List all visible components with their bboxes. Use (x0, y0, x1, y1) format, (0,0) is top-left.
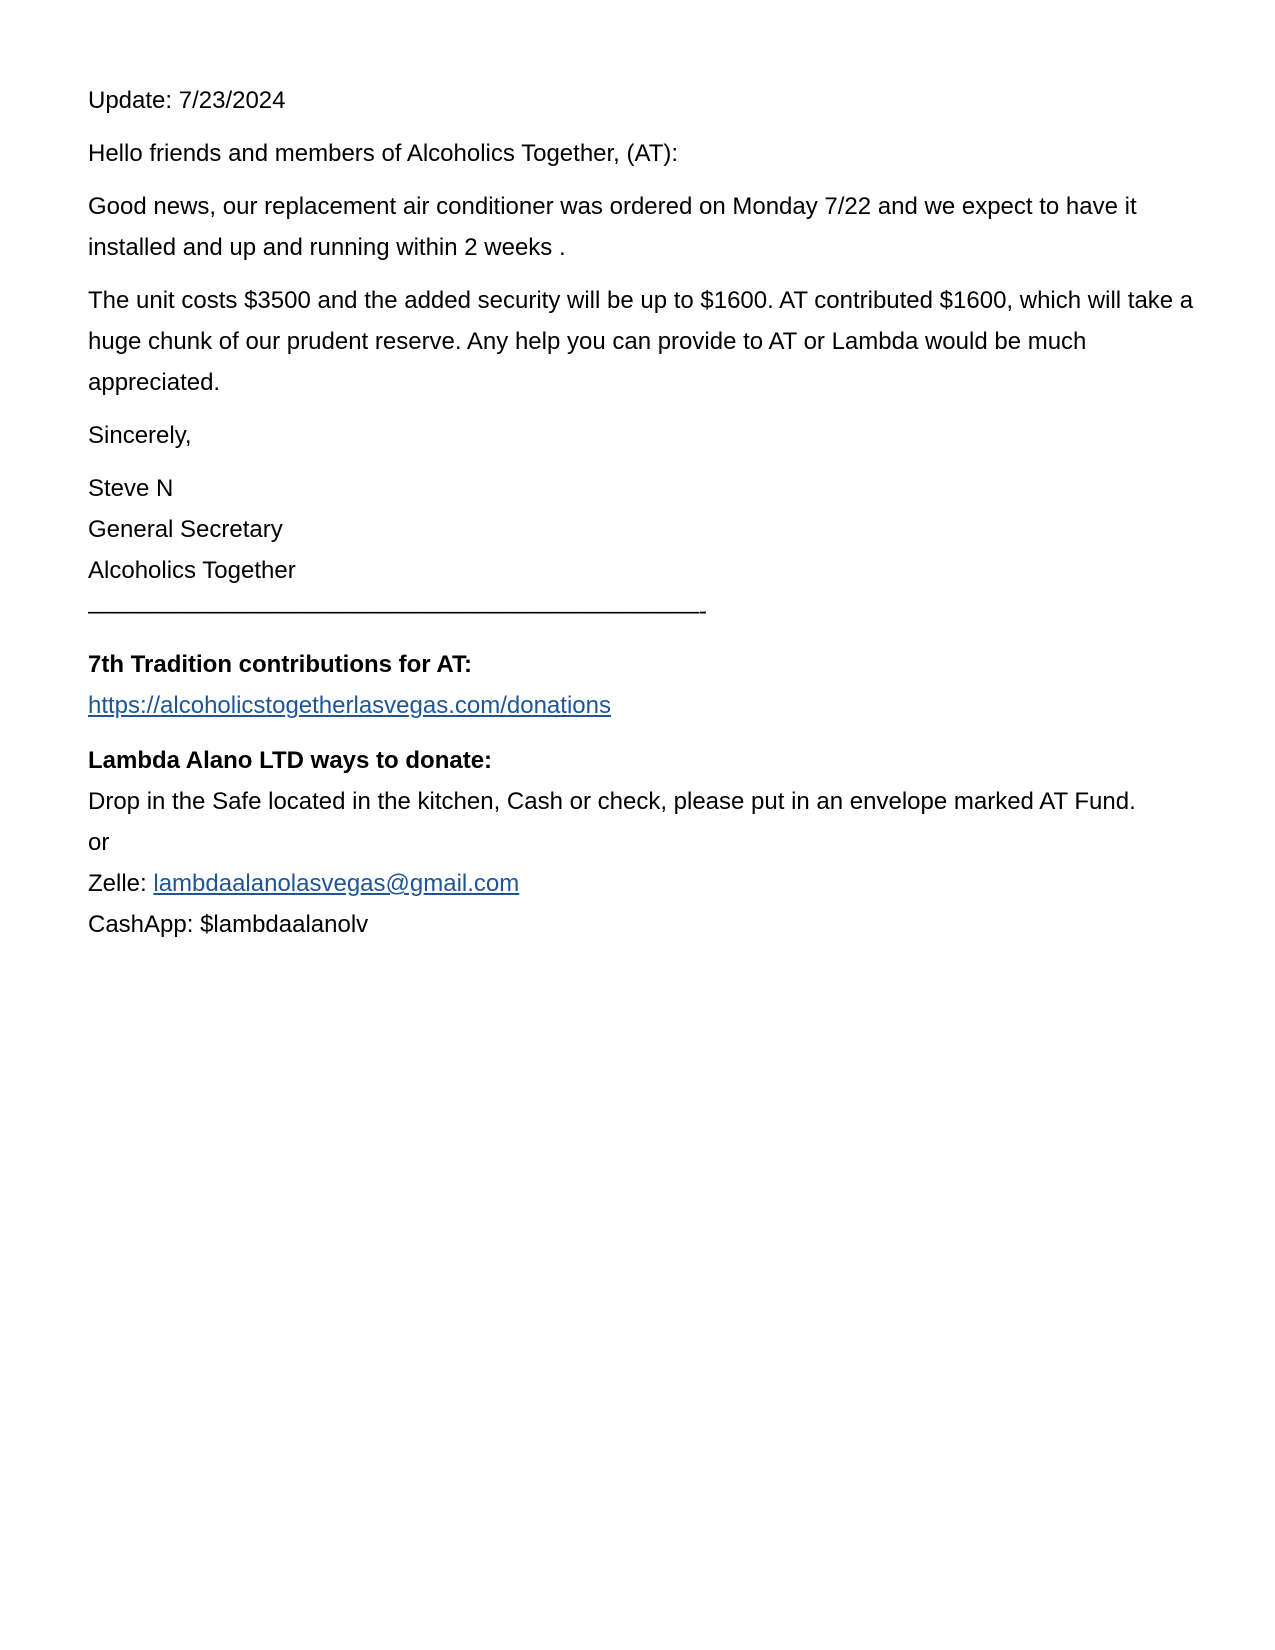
zelle-label: Zelle: (88, 870, 154, 897)
at-donation-section (88, 644, 1198, 726)
update-date: Update: 7/23/2024 (88, 87, 286, 114)
lambda-donation-section (88, 740, 1198, 945)
paragraph-ac-order: Good news, our replacement air conditioner was ordered on Monday 7/22 and we expect to have it installed and up and running within 2 weeks . (88, 193, 1137, 261)
at-donation-link[interactable]: https://alcoholicstogetherlasvegas.com/donations (88, 692, 611, 719)
cashapp-line: CashApp: $lambdaalanolv (88, 911, 369, 938)
at-donation-link-line (88, 685, 1198, 726)
safe-instructions: Drop in the Safe located in the kitchen, Cash or check, please put in an envelope marked AT Fund. (88, 788, 1136, 815)
or-text: or (88, 829, 110, 856)
paragraph-costs: The unit costs $3500 and the added security will be up to $1600. AT contributed $1600, which will take a huge chunk of our prudent reserve. Any help you can provide to AT or Lambda would be much appreciated. (88, 287, 1194, 396)
lambda-donation-heading: Lambda Alano LTD ways to donate: (88, 747, 493, 774)
zelle-email-link[interactable]: lambdaalanolasvegas@gmail.com (153, 870, 520, 897)
divider: ——————————————————————————- (88, 598, 707, 625)
signature-name: Steve N (88, 475, 174, 502)
letter-body (88, 80, 1198, 945)
at-donation-heading: 7th Tradition contributions for AT: (88, 651, 472, 678)
signature-title: General Secretary (88, 516, 283, 543)
signature-block (88, 468, 1198, 632)
signature-org: Alcoholics Together (88, 557, 296, 584)
closing: Sincerely, (88, 422, 192, 449)
zelle-line (88, 863, 1198, 904)
greeting: Hello friends and members of Alcoholics Together, (AT): (88, 140, 679, 167)
